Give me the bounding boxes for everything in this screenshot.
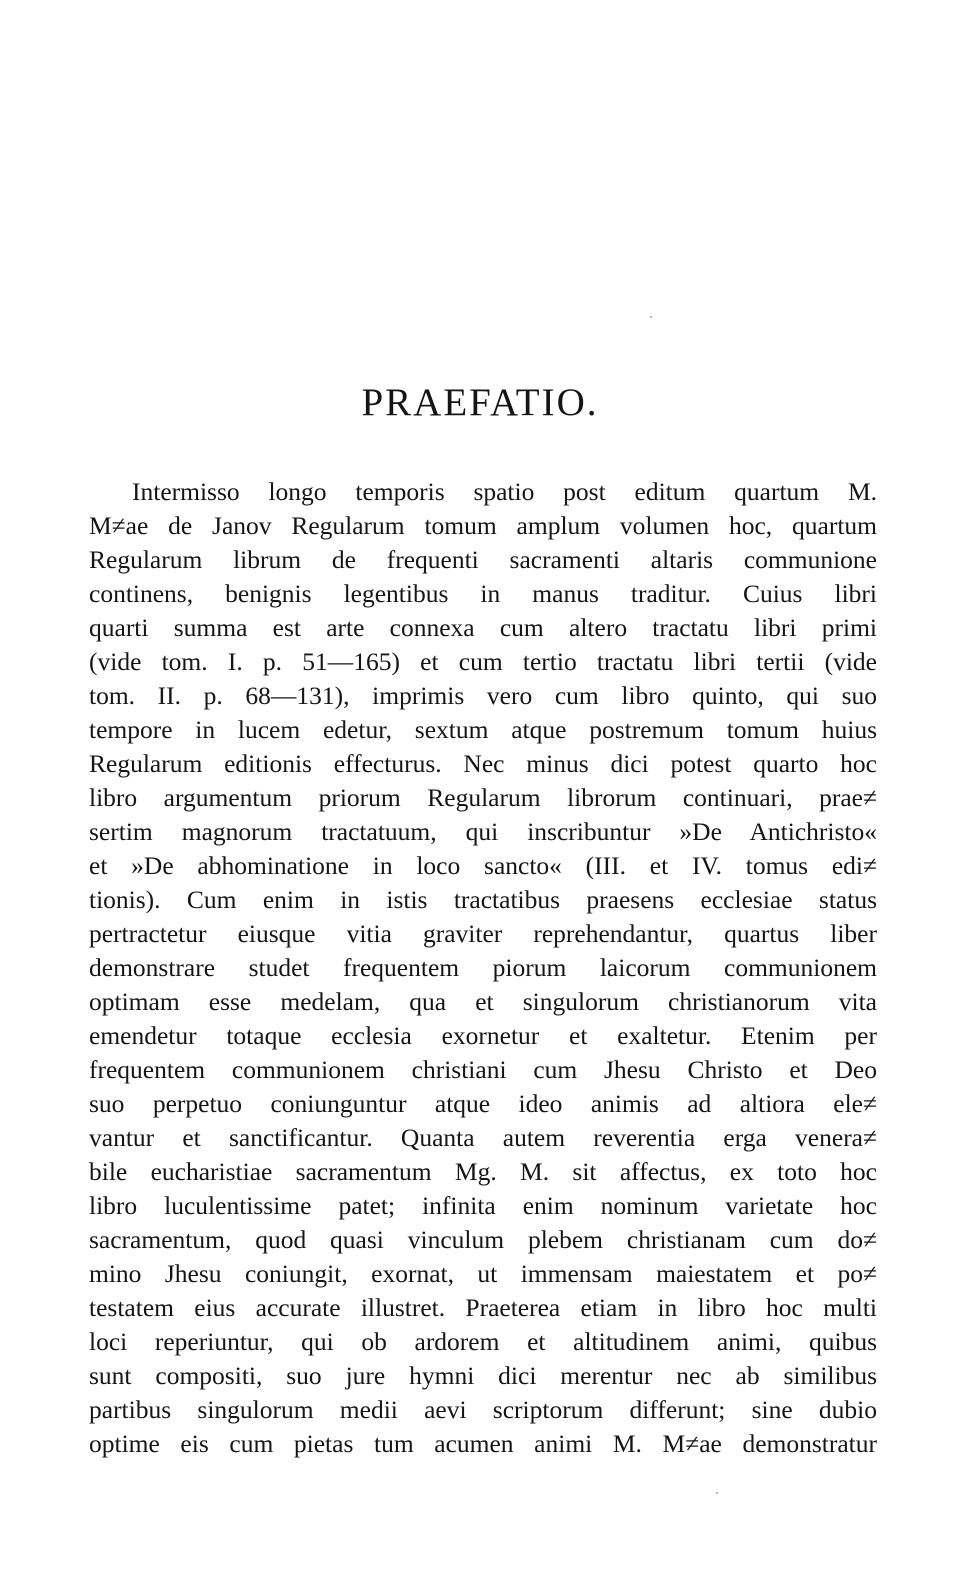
text-line: demonstrare studet frequentem piorum laicorum communionem (89, 953, 877, 982)
text-line: pertractetur eiusque vitia graviter reprehendantur, quartus liber (89, 919, 877, 948)
page-title: PRAEFATIO. (361, 381, 599, 424)
text-line: Intermisso longo temporis spatio post editum quartum M. (132, 477, 877, 506)
preface-body (89, 475, 877, 1461)
text-line: (vide tom. I. p. 51—165) et cum tertio tractatu libri tertii (vide (89, 647, 877, 676)
text-line: tom. II. p. 68—131), imprimis vero cum libro quinto, qui suo (89, 681, 877, 710)
text-line: sacramentum, quod quasi vinculum plebem christianam cum do≠ (89, 1225, 877, 1254)
text-line: vantur et sanctificantur. Quanta autem reverentia erga venera≠ (89, 1123, 877, 1152)
text-line: tempore in lucem edetur, sextum atque postremum tomum huius (89, 715, 877, 744)
text-line: quarti summa est arte connexa cum altero tractatu libri primi (89, 613, 877, 642)
text-line: tionis). Cum enim in istis tractatibus praesens ecclesiae status (89, 885, 877, 914)
text-line: Regularum librum de frequenti sacramenti altaris communione (89, 545, 877, 574)
text-line: continens, benignis legentibus in manus traditur. Cuius libri (89, 579, 877, 608)
text-line: partibus singulorum medii aevi scriptorum differunt; sine dubio (89, 1395, 877, 1424)
text-line: mino Jhesu coniungit, exornat, ut immensam maiestatem et po≠ (89, 1259, 877, 1288)
paper-speck (650, 316, 652, 318)
text-line: optimam esse medelam, qua et singulorum christianorum vita (89, 987, 877, 1016)
text-line: sunt compositi, suo jure hymni dici merentur nec ab similibus (89, 1361, 877, 1390)
text-line: libro argumentum priorum Regularum librorum continuari, prae≠ (89, 783, 877, 812)
text-line: sertim magnorum tractatuum, qui inscribuntur »De Antichristo« (89, 817, 877, 846)
text-line: libro luculentissime patet; infinita enim nominum varietate hoc (89, 1191, 877, 1220)
text-line: Regularum editionis effecturus. Nec minus dici potest quarto hoc (89, 749, 877, 778)
text-line: testatem eius accurate illustret. Praeterea etiam in libro hoc multi (89, 1293, 877, 1322)
text-line: frequentem communionem christiani cum Jhesu Christo et Deo (89, 1055, 877, 1084)
text-line: emendetur totaque ecclesia exornetur et exaltetur. Etenim per (89, 1021, 877, 1050)
paper-speck (716, 1492, 718, 1494)
text-line: M≠ae de Janov Regularum tomum amplum volumen hoc, quartum (89, 511, 877, 540)
text-line: loci reperiuntur, qui ob ardorem et altitudinem animi, quibus (89, 1327, 877, 1356)
text-line: et »De abhominatione in loco sancto« (III. et IV. tomus edi≠ (89, 851, 877, 880)
text-line: bile eucharistiae sacramentum Mg. M. sit affectus, ex toto hoc (89, 1157, 877, 1186)
text-line: optime eis cum pietas tum acumen animi M. M≠ae demonstratur (89, 1429, 877, 1458)
text-line: suo perpetuo coniunguntur atque ideo animis ad altiora ele≠ (89, 1089, 877, 1118)
